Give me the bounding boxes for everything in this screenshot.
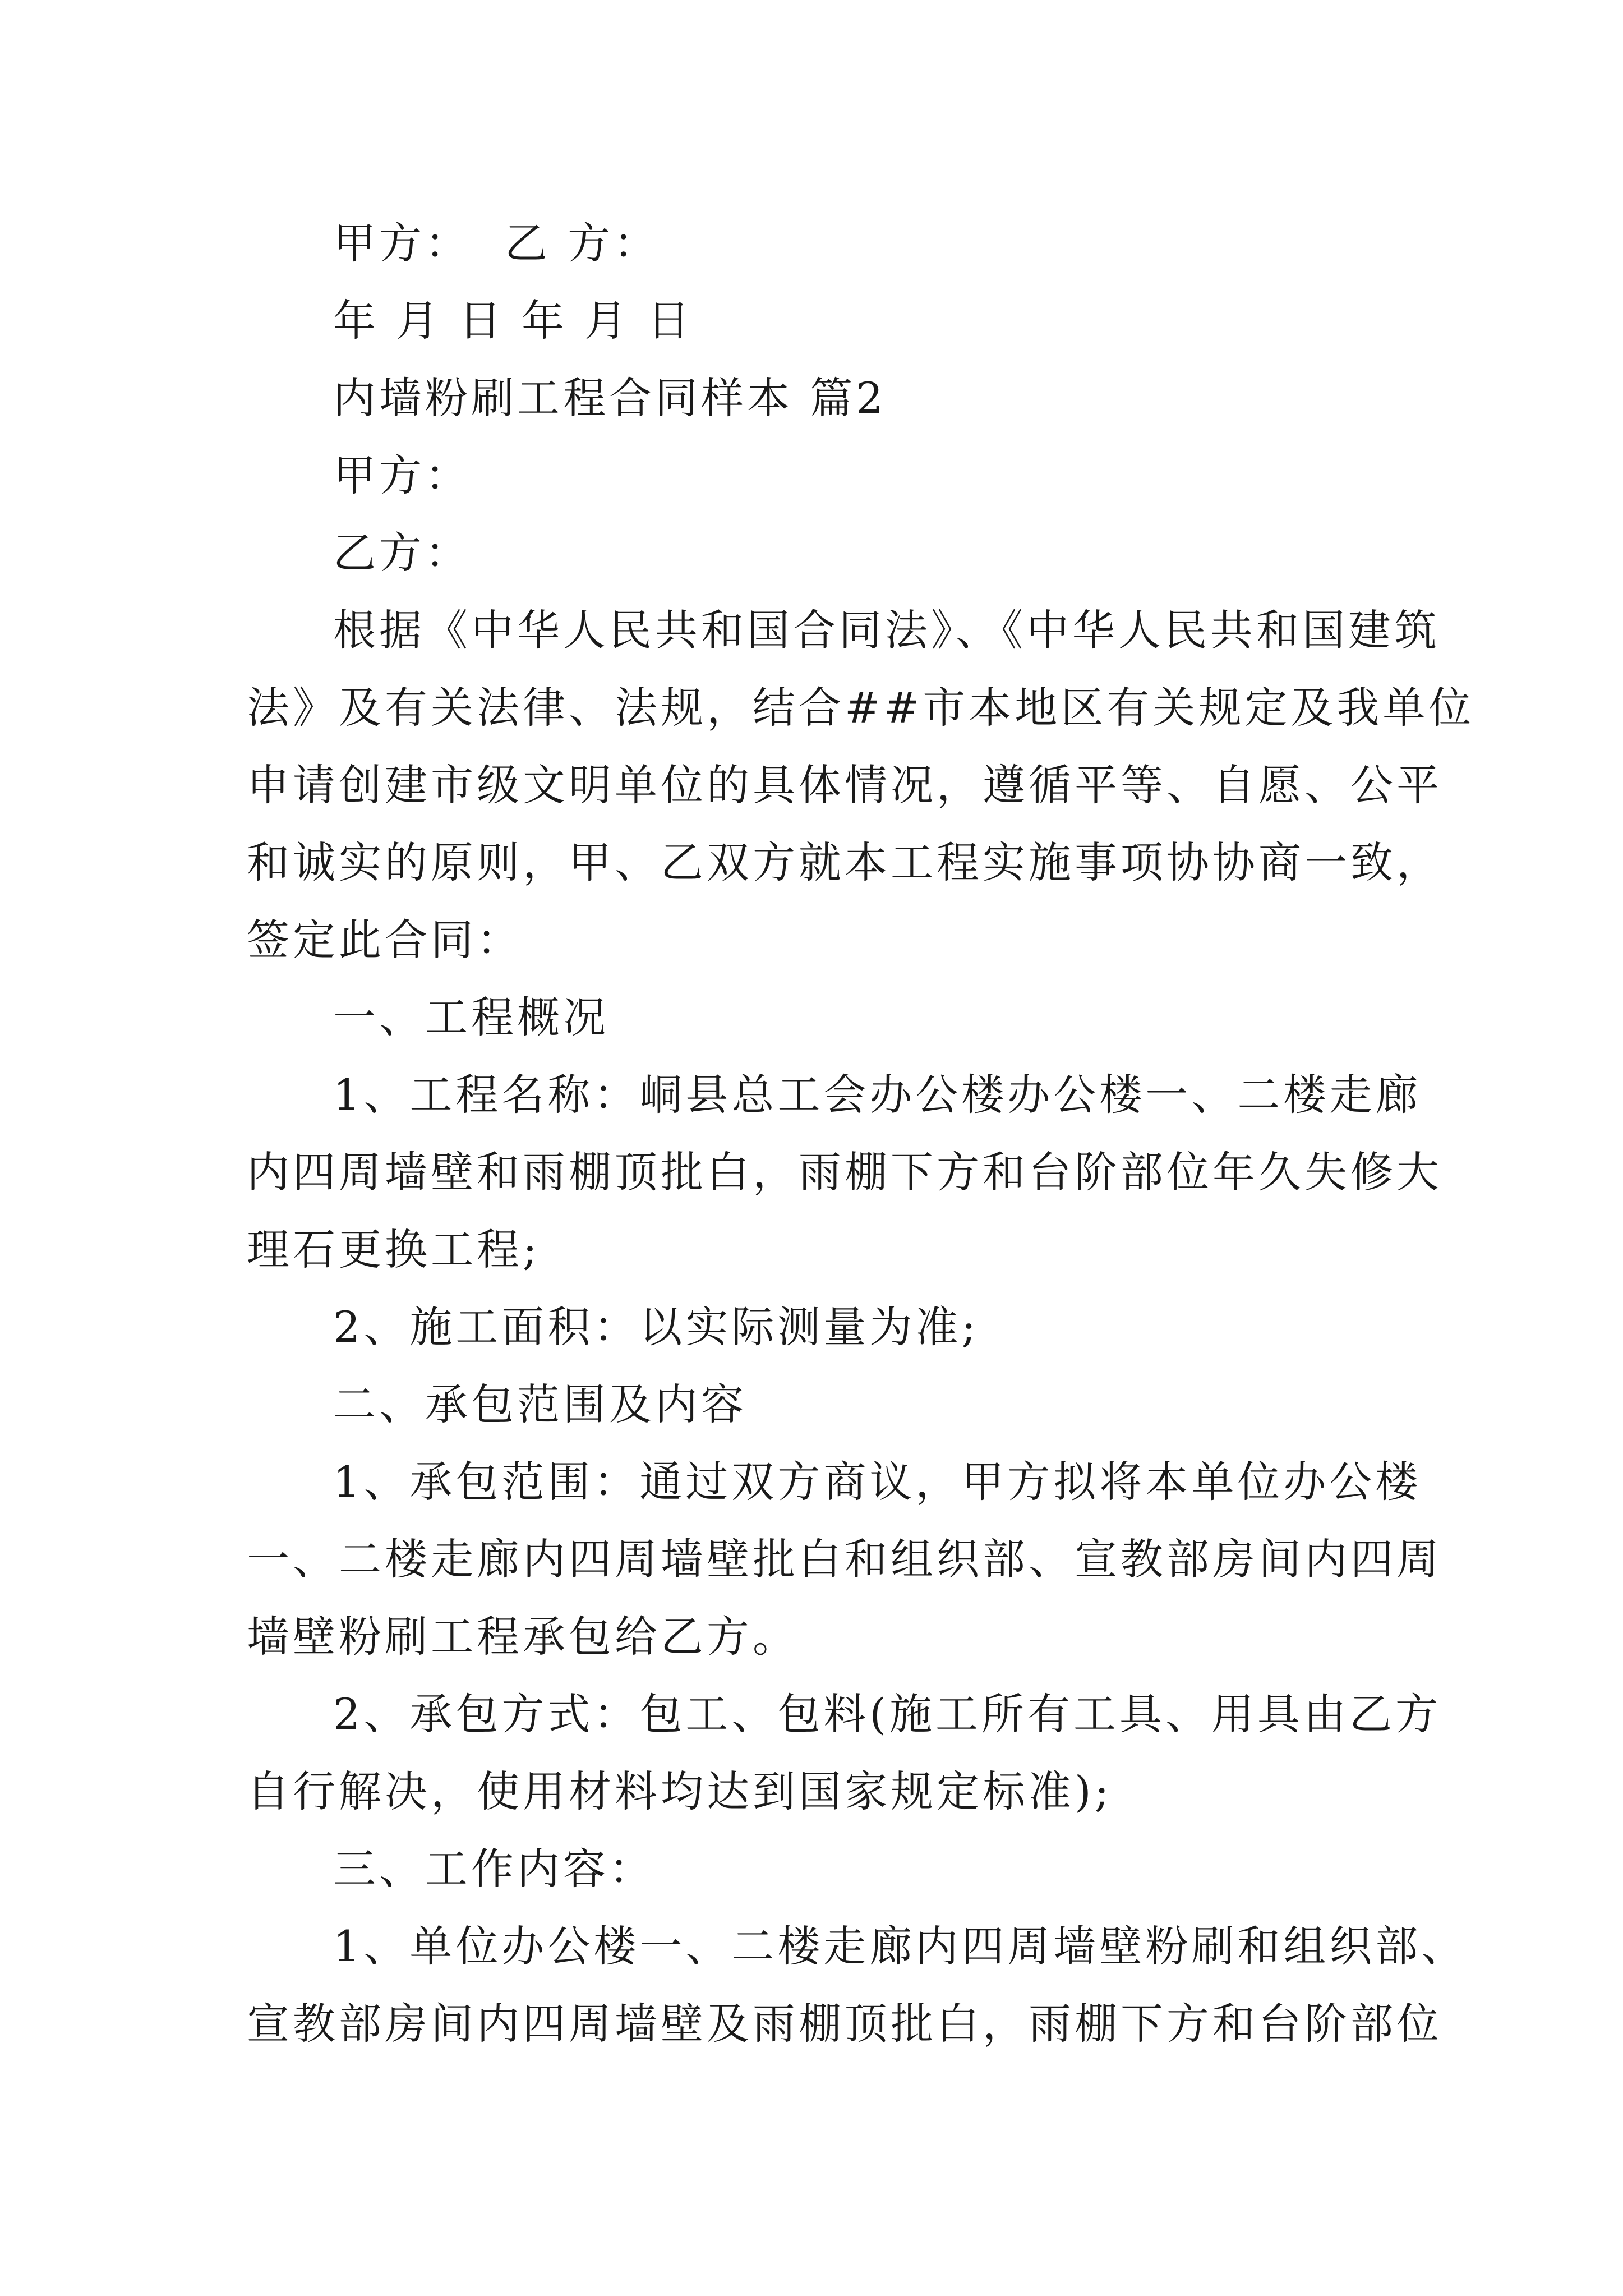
date-month-b: 月 xyxy=(584,296,630,346)
item-project-name-line-2: 内四周墙壁和雨棚顶批白，雨棚下方和台阶部位年久失修大 xyxy=(247,1147,1442,1197)
date-day-a: 日 xyxy=(459,296,505,346)
preamble-line-5: 签定此合同： xyxy=(247,915,523,965)
signature-party-a: 甲方： xyxy=(333,218,471,268)
preamble-line-4: 和诚实的原则，甲、乙双方就本工程实施事项协协商一致， xyxy=(247,838,1442,887)
party-a-label: 甲方： xyxy=(333,450,471,500)
date-day-b: 日 xyxy=(647,296,693,346)
item-scope-line-1: 1、承包范围：通过双方商议，甲方拟将本单位办公楼 xyxy=(333,1457,1422,1507)
signature-line xyxy=(247,205,1396,282)
heading-contract-scope: 二、承包范围及内容 xyxy=(333,1379,747,1429)
item-scope-line-2: 一、二楼走廊内四周墙壁批白和组织部、宣教部房间内四周 xyxy=(247,1534,1442,1584)
section-title: 内墙粉刷工程合同样本 篇2 xyxy=(333,373,887,423)
date-year-a: 年 xyxy=(333,296,379,346)
item-scope-line-3: 墙壁粉刷工程承包给乙方。 xyxy=(247,1612,799,1662)
item-project-name-line-3: 理石更换工程; xyxy=(247,1225,541,1274)
document-body xyxy=(247,205,1475,2063)
date-line xyxy=(247,282,1396,360)
heading-work-content: 三、工作内容： xyxy=(333,1844,655,1894)
preamble-line-1: 根据《中华人民共和国合同法》、《中华人民共和国建筑 xyxy=(333,605,1440,655)
date-year-b: 年 xyxy=(522,296,568,346)
item-construction-area: 2、施工面积：以实际测量为准; xyxy=(333,1302,979,1352)
item-work-content-line-2: 宣教部房间内四周墙壁及雨棚顶批白，雨棚下方和台阶部位 xyxy=(247,1999,1442,2049)
preamble-line-2: 法》及有关法律、法规，结合##市本地区有关规定及我单位 xyxy=(247,683,1475,733)
preamble-line-3: 申请创建市级文明单位的具体情况，遵循平等、自愿、公平 xyxy=(247,760,1442,810)
heading-project-overview: 一、工程概况 xyxy=(333,992,609,1042)
signature-party-b: 乙 方： xyxy=(505,218,660,268)
date-month-a: 月 xyxy=(396,296,442,346)
party-b-label: 乙方： xyxy=(333,528,471,578)
item-work-content-line-1: 1、单位办公楼一、二楼走廊内四周墙壁粉刷和组织部、 xyxy=(333,1921,1468,1971)
item-contract-method-line-1: 2、承包方式：包工、包料(施工所有工具、用具由乙方 xyxy=(333,1689,1442,1739)
item-contract-method-line-2: 自行解决，使用材料均达到国家规定标准); xyxy=(247,1766,1113,1816)
item-project-name-line-1: 1、工程名称：峒县总工会办公楼办公楼一、二楼走廊 xyxy=(333,1070,1422,1120)
